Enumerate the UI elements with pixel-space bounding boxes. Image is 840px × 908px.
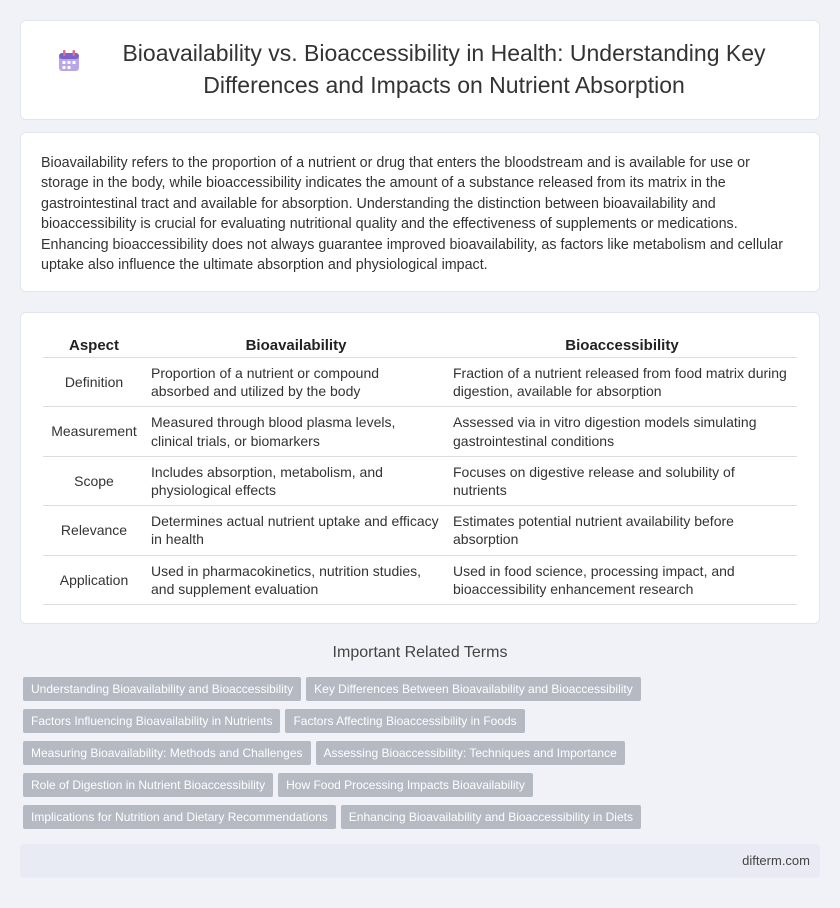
intro-card — [20, 132, 820, 292]
related-term-tag[interactable]: Measuring Bioavailability: Methods and Challenges — [23, 741, 311, 765]
related-term-tag[interactable]: Assessing Bioaccessibility: Techniques and Importance — [316, 741, 625, 765]
bioavailability-cell: Measured through blood plasma levels, clinical trials, or biomarkers — [145, 407, 447, 456]
related-term-tag[interactable]: Factors Affecting Bioaccessibility in Foods — [285, 709, 524, 733]
calendar-icon — [56, 48, 82, 74]
comparison-table — [43, 333, 797, 605]
bioaccessibility-cell: Focuses on digestive release and solubility of nutrients — [447, 456, 797, 505]
table-header-row — [43, 333, 797, 358]
related-terms-title: Important Related Terms — [332, 644, 508, 661]
page-title: Bioavailability vs. Bioaccessibility in Health: Understanding Key Differences and Impacts on Nutrient Absorption — [122, 40, 766, 98]
related-term-tag[interactable]: Implications for Nutrition and Dietary Recommendations — [23, 805, 336, 829]
aspect-cell: Definition — [43, 358, 145, 407]
aspect-cell: Application — [43, 555, 145, 604]
header-aspect: Aspect — [43, 333, 145, 358]
bioavailability-cell: Proportion of a nutrient or compound absorbed and utilized by the body — [145, 358, 447, 407]
bioavailability-cell: Determines actual nutrient uptake and efficacy in health — [145, 506, 447, 555]
bioaccessibility-cell: Assessed via in vitro digestion models simulating gastrointestinal conditions — [447, 407, 797, 456]
bioaccessibility-cell: Estimates potential nutrient availability before absorption — [447, 506, 797, 555]
bioavailability-cell: Includes absorption, metabolism, and physiological effects — [145, 456, 447, 505]
related-term-tag[interactable]: Enhancing Bioavailability and Bioaccessibility in Diets — [341, 805, 641, 829]
related-term-tag[interactable]: Understanding Bioavailability and Bioaccessibility — [23, 677, 301, 701]
bioaccessibility-cell: Fraction of a nutrient released from food matrix during digestion, available for absorption — [447, 358, 797, 407]
bioavailability-cell: Used in pharmacokinetics, nutrition studies, and supplement evaluation — [145, 555, 447, 604]
table-row — [43, 407, 797, 456]
table-row — [43, 506, 797, 555]
header-bioavailability: Bioavailability — [145, 333, 447, 358]
footer — [20, 844, 820, 878]
related-term-tag[interactable]: Factors Influencing Bioavailability in Nutrients — [23, 709, 280, 733]
table-row — [43, 456, 797, 505]
related-term-tag[interactable]: How Food Processing Impacts Bioavailability — [278, 773, 533, 797]
related-term-tag[interactable]: Role of Digestion in Nutrient Bioaccessibility — [23, 773, 273, 797]
aspect-cell: Measurement — [43, 407, 145, 456]
title-card — [20, 20, 820, 120]
related-terms-list — [23, 677, 823, 837]
related-term-tag[interactable]: Key Differences Between Bioavailability and Bioaccessibility — [306, 677, 641, 701]
aspect-cell: Scope — [43, 456, 145, 505]
table-row — [43, 555, 797, 604]
footer-site-link[interactable]: difterm.com — [742, 853, 810, 868]
comparison-card — [20, 312, 820, 624]
intro-text: Bioavailability refers to the proportion of a nutrient or drug that enters the bloodstream and is available for use or storage in the body, while bioaccessibility indicates the amount of a substance released from its matrix in the gastrointestinal tract and available for absorption. Understanding the distinction between bioavailability and bioaccessibility is crucial for evaluating nutritional quality and the effectiveness of supplements or medications. Enhancing bioaccessibility does not always guarantee improved bioavailability, as factors like metabolism and cellular uptake also influence the ultimate absorption and physiological impact. — [41, 155, 783, 274]
aspect-cell: Relevance — [43, 506, 145, 555]
table-row — [43, 358, 797, 407]
bioaccessibility-cell: Used in food science, processing impact, and bioaccessibility enhancement research — [447, 555, 797, 604]
header-bioaccessibility: Bioaccessibility — [447, 333, 797, 358]
